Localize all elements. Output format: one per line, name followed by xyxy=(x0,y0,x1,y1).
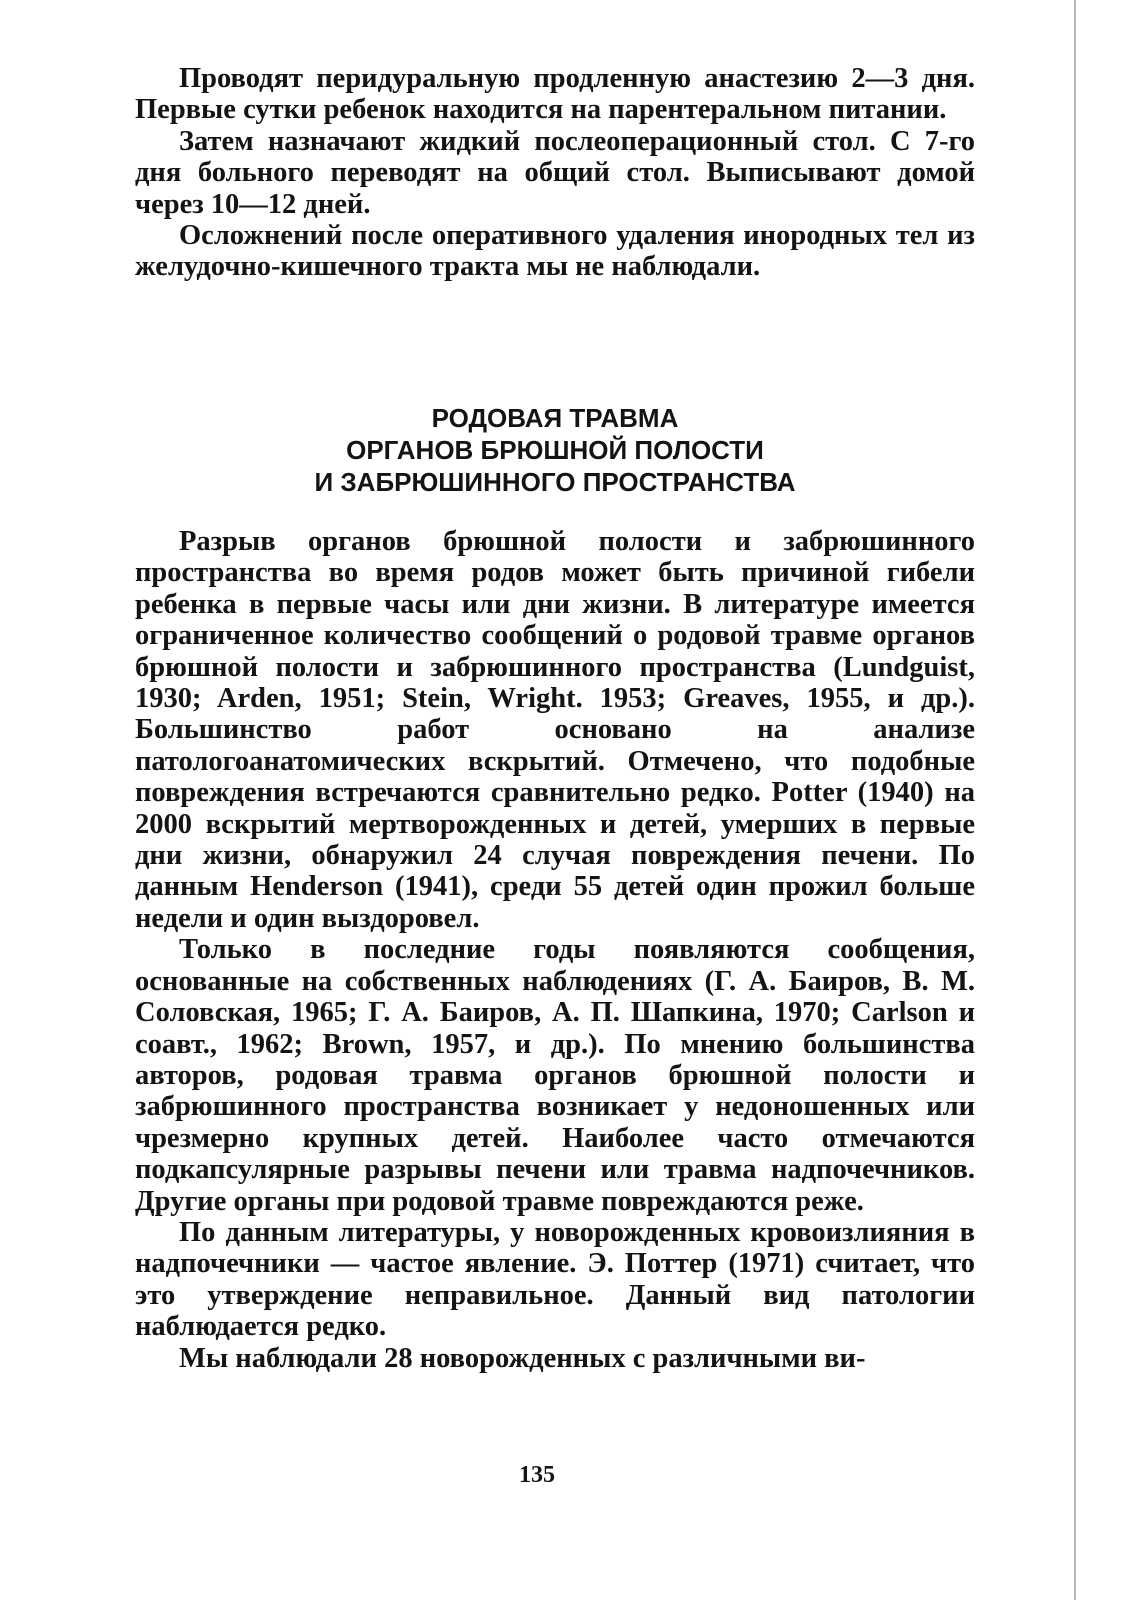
paragraph-complications: Осложнений после оперативного удаления инородных тел из желудочно-кишечного тракта мы не наблюдали. xyxy=(135,220,975,283)
top-text-block xyxy=(135,63,975,283)
paragraph-adrenal-hemorrhage: По данным литературы, у новорожденных кровоизлияния в надпочечники — частое явление. Э. Поттер (1971) считает, что это утверждение неправильное. Данный вид патологии наблюдается редко. xyxy=(135,1216,975,1343)
heading-line-1: РОДОВАЯ ТРАВМА xyxy=(431,403,679,433)
heading-line-3: И ЗАБРЮШИННОГО ПРОСТРАНСТВА xyxy=(314,467,796,497)
paragraph-anesthesia: Проводят перидуральную продленную анастезию 2—3 дня. Первые сутки ребенок находится на парентеральном питании. xyxy=(135,63,975,126)
paragraph-diet: Затем назначают жидкий послеоперационный стол. С 7-го дня больного переводят на общий стол. Выписывают домой через 10—12 дней. xyxy=(135,125,975,220)
page-number: 135 xyxy=(519,1462,555,1488)
paragraph-recent-reports: Только в последние годы появляются сообщения, основанные на собственных наблюдениях (Г. А. Баиров, В. М. Соловская, 1965; Г. А. Баиров, А. П. Шапкина, 1970; Carlson и соавт., 1962; Brown, 1957, и др.). По мнению большинства авторов, родовая травма органов брюшной полости и забрюшинного пространства возникает у недоношенных или чрезмерно крупных детей. Наиболее часто отмечаются подкапсулярные разрывы печени или травма надпочечников. Другие органы при родовой травме повреждаются реже. xyxy=(135,934,975,1217)
heading-line-2: ОРГАНОВ БРЮШНОЙ ПОЛОСТИ xyxy=(346,435,764,465)
section-body xyxy=(135,526,975,1374)
section-heading xyxy=(135,402,975,498)
paragraph-observed-cases: Мы наблюдали 28 новорожденных с различными ви- xyxy=(179,1342,866,1374)
paragraph-rupture: Разрыв органов брюшной полости и забрюшинного пространства во время родов может быть причиной гибели ребенка в первые часы или дни жизни. В литературе имеется ограниченное количество сообщений о родовой травме органов брюшной полости и забрюшинного пространства (Lundguist, 1930; Arden, 1951; Stein, Wright. 1953; Greaves, 1955, и др.). Большинство работ основано на анализе патологоанатомических вскрытий. Отмечено, что подобные повреждения встречаются сравнительно редко. Potter (1940) на 2000 вскрытий мертворожденных и детей, умерших в первые дни жизни, обнаружил 24 случая повреждения печени. По данным Henderson (1941), среди 55 детей один прожил больше недели и один выздоровел. xyxy=(135,526,975,934)
